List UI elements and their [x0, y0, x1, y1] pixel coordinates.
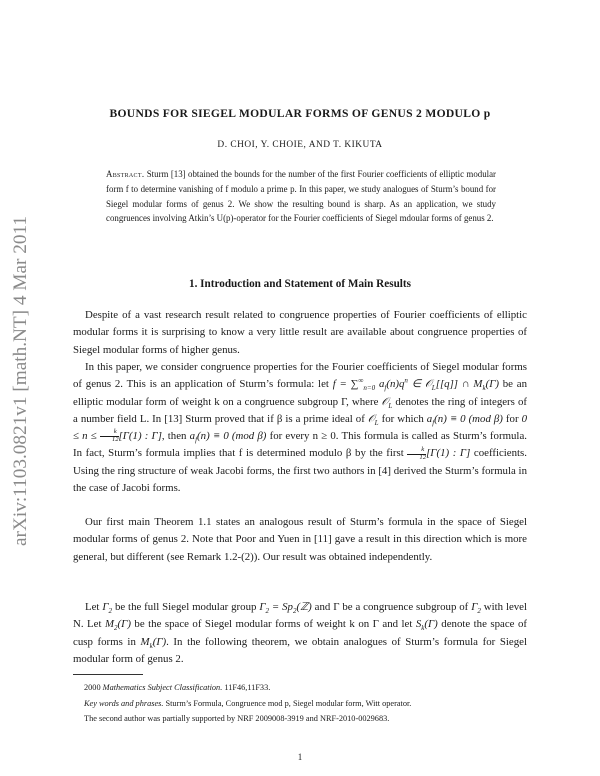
p2-text-2: be an elliptic modular form of weight k on a congruence subgroup Γ, where — [73, 378, 527, 408]
math-index-2: $\frac{k}{12}$ [Γ(1) : Γ] — [407, 447, 470, 459]
p2-text-4: for which — [381, 412, 424, 425]
footnote-msc: 2000 Mathematics Subject Classification. 11F46,11F33. — [84, 683, 271, 692]
footnote-support: The second author was partially supported by NRF 2009008-3919 and NRF-2010-0029683. — [84, 714, 390, 723]
p2-text-7: for every n ≥ 0. This formula is called as Sturm’s formula. In fact, Sturm’s formula implies that f is determined modulo β by the first — [73, 430, 527, 460]
p4-text-1: Let — [85, 601, 100, 613]
math-cong-1: $a_f(n) \equiv 0$ (mod β) — [426, 412, 503, 428]
msc-label: Mathematics Subject Classification. — [102, 683, 223, 692]
abstract-label: Abstract. — [106, 169, 145, 179]
math-ol: 𝒪$_L$ — [381, 395, 393, 410]
p4-text-4: with level N. Let — [73, 601, 528, 631]
abstract — [106, 167, 496, 226]
keywords-text: Sturm’s Formula, Congruence mod p, Siegel modular form, Witt operator. — [165, 698, 412, 708]
fraction-k-12: $\frac{k}{12}$ — [100, 429, 119, 443]
p2-text-8: coefficients. Using the ring structure of weak Jacobi forms, the first two authors in [4] derived the Sturm’s formula in the case of Jacobi forms. — [73, 447, 527, 495]
paper-page — [73, 0, 527, 776]
paper-title-text: BOUNDS FOR SIEGEL MODULAR FORMS OF GENUS 2 MODULO p — [109, 107, 491, 120]
p2-text-1: In this paper, we consider congruence properties for the Fourier coefficients of Siegel modular forms of genus 2. This is an application of Sturm’s formula: let — [73, 361, 527, 391]
p4-text-3: and Γ be a congruence subgroup of — [314, 601, 469, 613]
author-list: D. CHOI, Y. CHOIE, AND T. KIKUTA — [217, 140, 383, 150]
page-number: 1 — [297, 752, 303, 762]
footnote-keywords — [84, 696, 524, 712]
keywords-label: Key words and phrases. — [84, 698, 164, 708]
paragraph-1: Despite of a vast research result related to congruence properties of Fourier coefficients of elliptic modular forms it is surprising to know a very little result are available about congruence properties of Siegel modular forms of higher genus. — [73, 309, 527, 356]
footnote-rule — [73, 674, 143, 675]
arxiv-stamp-text[interactable]: arXiv:1103.0821v1 [math.NT] 4 Mar 2011 — [10, 220, 31, 546]
section-heading: 1. Introduction and Statement of Main Results — [188, 278, 411, 290]
math-ol-2: 𝒪$_L$ — [367, 412, 379, 428]
paragraph-2 — [73, 359, 527, 497]
arxiv-stamp — [6, 216, 34, 546]
p4-text-6: denote the space of cusp forms in — [73, 618, 527, 648]
paper-title — [73, 107, 527, 120]
arxiv-stamp-graphic — [6, 216, 34, 546]
msc-codes: 11F46,11F33. — [224, 683, 271, 692]
math-mk: $M_k(\Gamma)$ — [140, 635, 167, 650]
math-sk: $S_k(\Gamma)$ — [415, 618, 438, 633]
p4-text-5: be the space of Siegel modular forms of weight k on Γ and let — [134, 618, 413, 631]
math-range: 0 ≤ n ≤ $\frac{k}{12}$ [Γ(1) : Γ] — [73, 412, 527, 444]
fraction-k-12-b: $\frac{k}{12}$ — [407, 447, 426, 461]
math-f-sum: $f = \sum^\infty_{n=0}$ $a_f(n)q^n$ ∈ 𝒪$_L$[[q]] ∩ $M_k(\Gamma)$ — [332, 376, 499, 393]
paragraph-4 — [73, 599, 527, 668]
p4-text-7: . In the following theorem, we obtain analogues of Sturm’s formula for Siegel modular form of genus 2. — [73, 635, 527, 665]
math-cong-2: $a_f(n) \equiv 0$ (mod β) — [189, 430, 267, 445]
math-gamma2-sp: $\Gamma_2$ = $Sp_2(ℤ)$ — [259, 601, 312, 616]
p2-text-5: for — [505, 412, 519, 425]
footnotes — [84, 680, 524, 727]
math-gamma2-b: $\Gamma_2$ — [471, 601, 481, 616]
p4-text-2: be the full Siegel modular group — [114, 601, 257, 613]
math-m2: $M_2(\Gamma)$ — [104, 618, 131, 633]
paragraph-3: Our first main Theorem 1.1 states an analogous result of Sturm’s formula in the space of Siegel modular forms of genus 2. Note that Poor and Yuen in [11] gave a result in this direction which is more general, but different (see Remark 1.2-(2)). Our result was obtained independently. — [73, 516, 527, 563]
p2-text-6: , then — [161, 430, 187, 443]
p2-text-3: denotes the ring of integers of a number field L. In [13] Sturm proved that if β is a prime ideal of — [73, 395, 527, 425]
abstract-text: Sturm [13] obtained the bounds for the number of the first Fourier coefficients of elliptic modular form f to determine vanishing of f modulo a prime p. In this paper, we study analogues of Sturm’s bound for Siegel modular forms of genus 2. We show the resulting bound is sharp. As an application, we study congruences involving Atkin’s U(p)-operator for the Fourier coefficients of Siegel mdoular forms of genus 2. — [106, 169, 497, 224]
math-gamma2: $\Gamma_2$ — [102, 601, 113, 616]
